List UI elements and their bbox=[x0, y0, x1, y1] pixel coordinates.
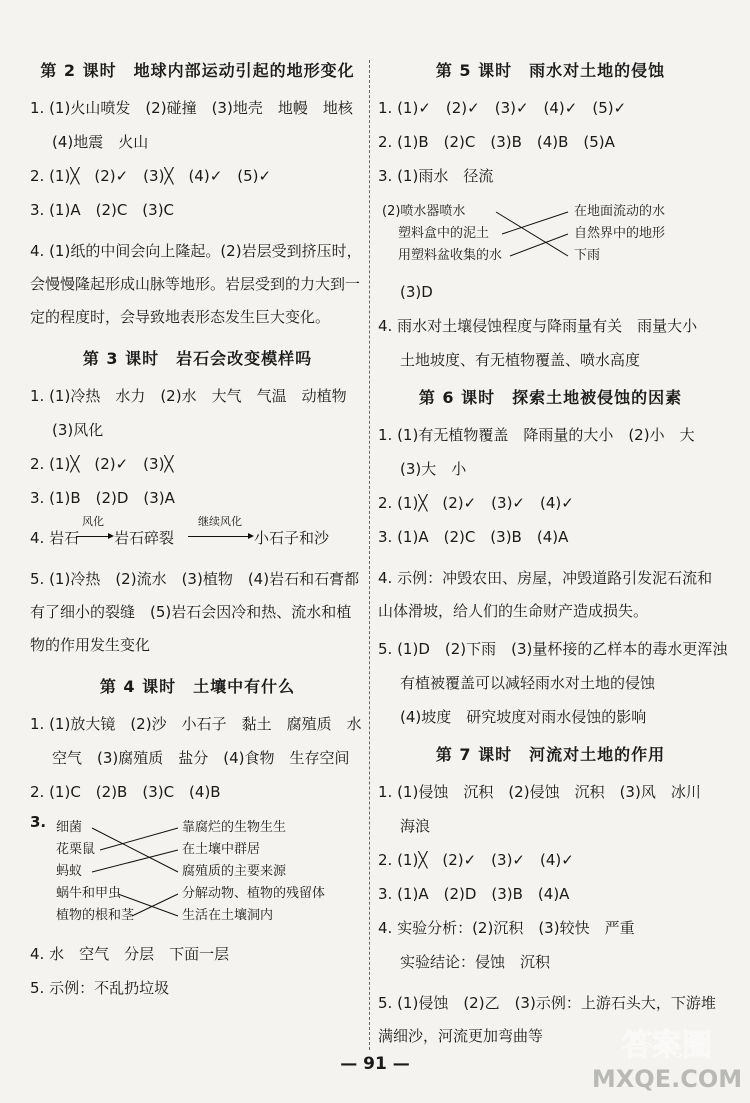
lesson6-q2: 2. (1)╳ (2)✓ (3)✓ (4)✓ bbox=[378, 494, 574, 512]
lesson5-q3-3: (3)D bbox=[400, 283, 433, 301]
chain-end: 小石子和沙 bbox=[254, 529, 330, 547]
match-left-column bbox=[382, 201, 502, 267]
lesson7-q4: 4. 实验分析：(2)沉积 (3)较快 严重 bbox=[378, 919, 635, 937]
lesson6-q1: 1. (1)有无植物覆盖 降雨量的大小 (2)小 大 bbox=[378, 426, 695, 444]
lesson7-q1-cont: 海浪 bbox=[400, 817, 431, 835]
match-right-item: 分解动物、植物的残留体 bbox=[182, 886, 326, 901]
lesson3-title: 第 3 课时 岩石会改变模样吗 bbox=[82, 349, 313, 368]
lesson3-q1: 1. (1)冷热 水力 (2)水 大气 气温 动植物 bbox=[30, 387, 347, 405]
chain-label-2: 继续风化 bbox=[198, 515, 242, 528]
lesson5-q3: 3. (1)雨水 径流 bbox=[378, 167, 494, 185]
lesson4-q1-cont: 空气 (3)腐殖质 盐分 (4)食物 生存空间 bbox=[52, 749, 350, 767]
lesson4-q1: 1. (1)放大镜 (2)沙 小石子 黏土 腐殖质 水 bbox=[30, 715, 362, 733]
lesson7-q3: 3. (1)A (2)D (3)B (4)A bbox=[378, 885, 570, 903]
watermark-url: MXQE.COM bbox=[592, 1065, 742, 1093]
match-right-column bbox=[182, 817, 325, 927]
chain-mid: 岩石碎裂 bbox=[114, 529, 175, 547]
right-column bbox=[378, 48, 728, 1065]
match-left-item: 细菌 bbox=[56, 820, 83, 835]
lesson3-q3: 3. (1)B (2)D (3)A bbox=[30, 489, 175, 507]
page-number: — 91 — bbox=[340, 1054, 410, 1074]
match-right-item: 下雨 bbox=[574, 248, 601, 263]
lesson2-q4: 4. (1)纸的中间会向上隆起。(2)岩层受到挤压时，会慢慢隆起形成山脉等地形。岩层受到的力大到一定的程度时，会导致地表形态发生巨大变化。 bbox=[30, 242, 362, 326]
lesson4-q2: 2. (1)C (2)B (3)C (4)B bbox=[30, 783, 221, 801]
lesson5-q4-cont: 土地坡度、有无植物覆盖、喷水高度 bbox=[400, 351, 641, 369]
match-line bbox=[502, 212, 568, 234]
lesson4-q5: 5. 示例：不乱扔垃圾 bbox=[30, 979, 170, 997]
chain-label-1: 风化 bbox=[82, 515, 104, 528]
lesson5-q1: 1. (1)✓ (2)✓ (3)✓ (4)✓ (5)✓ bbox=[378, 99, 627, 117]
lesson7-q5: 5. (1)侵蚀 (2)乙 (3)示例：上游石头大，下游堆满细沙，河流更加弯曲等 bbox=[378, 994, 716, 1045]
lesson2-q1-cont: (4)地震 火山 bbox=[52, 133, 149, 151]
lesson2-q2: 2. (1)╳ (2)✓ (3)╳ (4)✓ (5)✓ bbox=[30, 167, 272, 185]
lesson6-q3: 3. (1)A (2)C (3)B (4)A bbox=[378, 528, 569, 546]
lesson3-q5: 5. (1)冷热 (2)流水 (3)植物 (4)岩石和石膏都有了细小的裂缝 (5)岩石会因冷和热、流水和植物的作用发生变化 bbox=[30, 570, 360, 654]
lesson4-q4: 4. 水 空气 分层 下面一层 bbox=[30, 945, 230, 963]
match-line bbox=[132, 894, 178, 916]
lesson7-q2: 2. (1)╳ (2)✓ (3)✓ (4)✓ bbox=[378, 851, 574, 869]
match-right-item: 在土壤中群居 bbox=[182, 842, 261, 857]
match-right-item: 生活在土壤洞内 bbox=[182, 908, 274, 923]
match-right-column bbox=[574, 201, 665, 267]
lesson7-title: 第 7 课时 河流对土地的作用 bbox=[435, 745, 666, 764]
organism-matching bbox=[30, 813, 365, 935]
lesson2-title: 第 2 课时 地球内部运动引起的地形变化 bbox=[40, 61, 355, 80]
left-column bbox=[30, 48, 365, 1013]
match-left-item: 蚂蚁 bbox=[56, 864, 83, 879]
lesson5-q4: 4. 雨水对土壤侵蚀程度与降雨量有关 雨量大小 bbox=[378, 317, 698, 335]
chain-start: 4. 岩石 bbox=[30, 529, 80, 547]
lesson6-q5-cont: 有植被覆盖可以减轻雨水对土地的侵蚀 bbox=[400, 674, 656, 692]
lesson4-q3-number: 3. bbox=[30, 813, 47, 831]
weathering-chain bbox=[30, 515, 365, 547]
lesson6-q4: 4. 示例：冲毁农田、房屋，冲毁道路引发泥石流和山体滑坡，给人们的生命财产造成损失。 bbox=[378, 569, 713, 620]
match-left-item: 花栗鼠 bbox=[56, 842, 96, 857]
lesson7-q4-cont: 实验结论：侵蚀 沉积 bbox=[400, 953, 551, 971]
lesson2-q3: 3. (1)A (2)C (3)C bbox=[30, 201, 175, 219]
match-right-item: 自然界中的地形 bbox=[574, 226, 666, 241]
match-left-item: 植物的根和茎 bbox=[56, 908, 135, 923]
watermark-logo bbox=[592, 1019, 742, 1097]
chain-arrow-2 bbox=[188, 536, 252, 537]
lesson7-q1: 1. (1)侵蚀 沉积 (2)侵蚀 沉积 (3)风 冰川 bbox=[378, 783, 701, 801]
lesson4-title: 第 4 课时 土壤中有什么 bbox=[99, 677, 296, 696]
lesson6-q1-cont: (3)大 小 bbox=[400, 460, 467, 478]
match-left-item: (2)喷水器喷水 bbox=[382, 204, 466, 219]
match-right-item: 在地面流动的水 bbox=[574, 204, 666, 219]
watermark-brand: 答案圈 bbox=[622, 1028, 712, 1063]
lesson2-q1: 1. (1)火山喷发 (2)碰撞 (3)地壳 地幔 地核 bbox=[30, 99, 353, 117]
match-left-item: 用塑料盆收集的水 bbox=[398, 248, 503, 263]
match-line bbox=[510, 234, 568, 256]
lesson6-q5: 5. (1)D (2)下雨 (3)量杯接的乙样本的毒水更浑浊 bbox=[378, 640, 728, 658]
column-divider bbox=[369, 60, 370, 1050]
lesson3-q1-cont: (3)风化 bbox=[52, 421, 104, 439]
lesson5-q2: 2. (1)B (2)C (3)B (4)B (5)A bbox=[378, 133, 615, 151]
lesson3-q2: 2. (1)╳ (2)✓ (3)╳ bbox=[30, 455, 174, 473]
match-left-item: 塑料盒中的泥土 bbox=[398, 226, 490, 241]
lesson5-title: 第 5 课时 雨水对土地的侵蚀 bbox=[435, 61, 666, 80]
lesson6-title: 第 6 课时 探索土地被侵蚀的因素 bbox=[418, 388, 683, 407]
match-left-column bbox=[56, 817, 134, 927]
match-right-item: 腐殖质的主要来源 bbox=[182, 864, 287, 879]
chain-arrow-1 bbox=[76, 536, 112, 537]
match-right-item: 靠腐烂的生物生生 bbox=[182, 820, 287, 835]
water-matching bbox=[378, 201, 723, 273]
match-line bbox=[496, 212, 568, 256]
lesson6-q5-4: (4)坡度 研究坡度对雨水侵蚀的影响 bbox=[400, 708, 647, 726]
match-left-item: 蜗牛和甲虫 bbox=[56, 886, 122, 901]
